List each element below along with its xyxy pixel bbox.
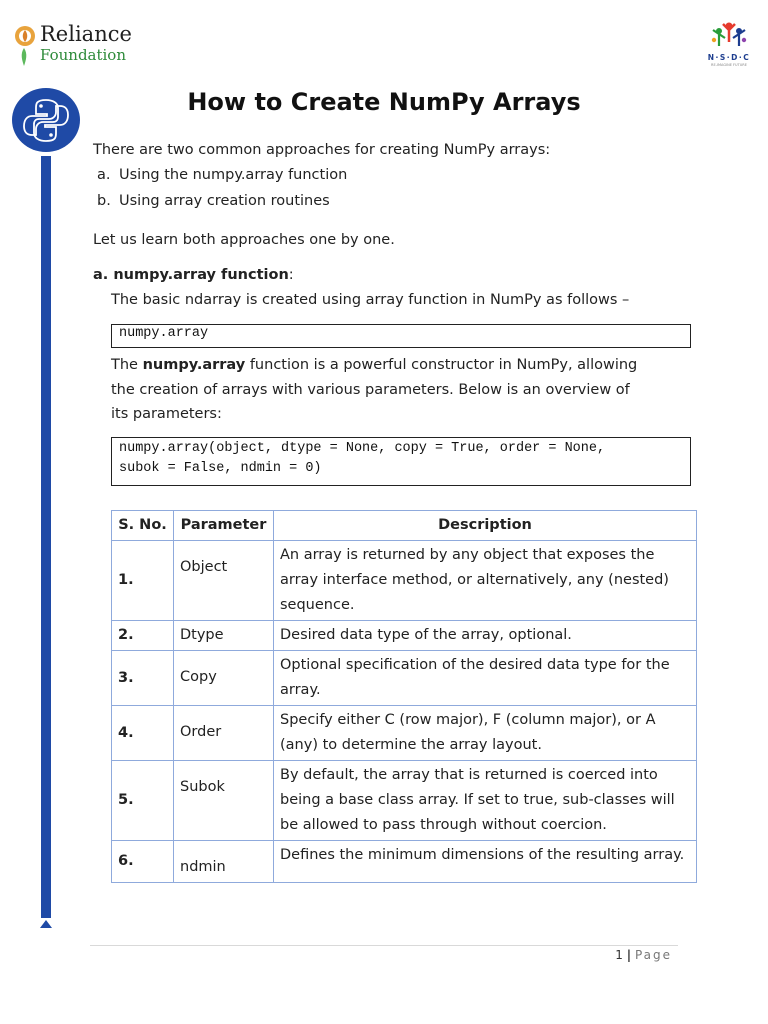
table-row — [112, 706, 697, 761]
section-a-heading-suffix: : — [288, 267, 294, 283]
table-row — [112, 841, 697, 883]
section-a-heading-bold: a. numpy.array function — [93, 267, 289, 283]
row-parameter: Order — [174, 706, 274, 761]
footer-separator: | — [626, 948, 632, 962]
table-header-row — [112, 511, 697, 541]
page-label: Page — [634, 948, 672, 962]
row-parameter: Object — [174, 541, 274, 621]
intro-lead: There are two common approaches for creating NumPy arrays: — [93, 142, 551, 158]
col-header-sno: S. No. — [112, 511, 174, 541]
org-sub: Foundation — [40, 46, 127, 64]
intro-item-b — [97, 193, 330, 209]
nsdc-logo — [700, 20, 758, 70]
col-header-description: Description — [274, 511, 697, 541]
page-footer — [560, 948, 672, 962]
table-row — [112, 621, 697, 651]
row-parameter: Dtype — [174, 621, 274, 651]
intro-item-label: b. — [97, 193, 111, 209]
nsdc-figures-icon — [709, 20, 749, 52]
parameters-table — [111, 510, 697, 883]
code-line: numpy.array — [119, 326, 209, 341]
row-description: Defines the minimum dimensions of the resulting array. — [274, 841, 697, 883]
nsdc-name: N·S·D·C — [707, 53, 751, 62]
reliance-flame-icon — [12, 24, 38, 68]
row-description: Optional specification of the desired data type for the array. — [274, 651, 697, 706]
table-row — [112, 541, 697, 621]
row-description: Desired data type of the array, optional. — [274, 621, 697, 651]
section-a-para-line2: the creation of arrays with various parameters. Below is an overview of — [111, 382, 630, 398]
row-parameter: Subok — [174, 761, 274, 841]
nsdc-tagline: RE-IMAGINE FUTURE — [711, 63, 747, 67]
intro-item-label: a. — [97, 167, 111, 183]
org-name: Reliance — [40, 22, 132, 46]
section-a-para-line3: its parameters: — [111, 406, 222, 422]
intro-item-a — [97, 167, 347, 183]
row-description: An array is returned by any object that exposes the array interface method, or alternatively, any (nested) sequence. — [274, 541, 697, 621]
row-description: Specify either C (row major), F (column major), or A (any) to determine the array layout. — [274, 706, 697, 761]
page-title: How to Create NumPy Arrays — [187, 88, 581, 116]
side-accent-bar — [41, 156, 51, 918]
row-description: By default, the array that is returned is coerced into being a base class array. If set to true, sub-classes will be allowed to pass through without coercion. — [274, 761, 697, 841]
intro-item-text: Using the numpy.array function — [119, 167, 348, 183]
row-parameter: Copy — [174, 651, 274, 706]
table-row — [112, 761, 697, 841]
row-number: 3. — [112, 651, 174, 706]
intro-closing: Let us learn both approaches one by one. — [93, 232, 395, 248]
row-number: 5. — [112, 761, 174, 841]
para-prefix: The — [111, 357, 143, 373]
code-block-signature — [111, 437, 691, 486]
row-number: 2. — [112, 621, 174, 651]
reliance-foundation-logo — [12, 22, 142, 72]
side-arrow-icon — [40, 920, 52, 928]
section-a-line1: The basic ndarray is created using array function in NumPy as follows – — [111, 292, 630, 308]
code-line: numpy.array(object, dtype = None, copy = True, order = None, — [119, 441, 606, 456]
page-number: 1 — [615, 948, 623, 962]
row-number: 4. — [112, 706, 174, 761]
para-rest: function is a powerful constructor in NumPy, allowing — [245, 357, 638, 373]
para-bold: numpy.array — [142, 357, 246, 373]
table-row — [112, 651, 697, 706]
section-a-para-line1 — [111, 357, 637, 373]
code-block-basic — [111, 324, 691, 348]
footer-divider — [90, 945, 678, 946]
row-number: 1. — [112, 541, 174, 621]
row-parameter: ndmin — [174, 841, 274, 883]
section-a-heading — [93, 267, 294, 283]
col-header-parameter: Parameter — [174, 511, 274, 541]
code-line: subok = False, ndmin = 0) — [119, 461, 322, 476]
row-number: 6. — [112, 841, 174, 883]
intro-item-text: Using array creation routines — [119, 193, 330, 209]
